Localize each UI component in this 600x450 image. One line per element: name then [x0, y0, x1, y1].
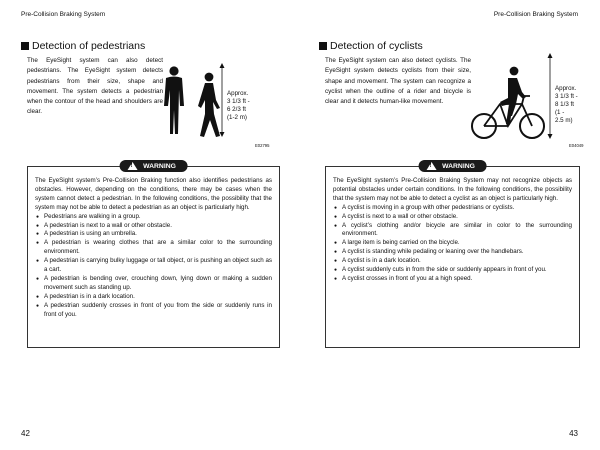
warning-label: WARNING: [442, 162, 475, 170]
approx-height-label: Approx. 3 1/3 ft - 8 1/3 ft (1 - 2.5 m): [555, 85, 578, 124]
warning-paragraph: The EyeSight system’s Pre-Collision Braking function also identifies pedestrians as obstacles. However, depending on the conditions, there may be cases when the system cannot detect a pedestrian. In the following conditions, the possibility that the system may not be able to detect a pedestrian as an object is particularly high.: [35, 177, 272, 211]
section-title-cyclists: [319, 40, 423, 52]
warning-badge: [418, 160, 487, 172]
pedestrian-figure: [162, 62, 282, 150]
square-bullet-icon: [319, 42, 327, 50]
list-item: ● A pedestrian is using an umbrella.: [35, 230, 272, 239]
list-item: ● A pedestrian is next to a wall or other obstacle.: [35, 222, 272, 231]
list-item: ● A cyclist’s clothing and/or bicycle are similar in color to the surrounding environment.: [333, 222, 572, 240]
figure-code: E02795: [255, 143, 270, 148]
list-item: ● A cyclist is next to a wall or other obstacle.: [333, 213, 572, 222]
page-number: 43: [569, 429, 578, 438]
list-item: ● A large item is being carried on the bicycle.: [333, 239, 572, 248]
list-item: ● A cyclist suddenly cuts in from the side or suddenly appears in front of you.: [333, 266, 572, 275]
list-item: ● A cyclist is in a dark location.: [333, 257, 572, 266]
list-item: ● A pedestrian is carrying bulky luggage or tall object, or is pushing an object such as a cart.: [35, 257, 272, 275]
warning-triangle-icon: [127, 162, 137, 170]
figure-code: E04049: [569, 143, 584, 148]
list-item: ● A cyclist is standing while pedaling or leaning over the handlebars.: [333, 248, 572, 257]
pedestrian-illustration-icon: [162, 62, 282, 150]
warning-list: [333, 204, 572, 284]
list-item: ● A pedestrian is bending over, crouching down, lying down or making a sudden movement such as standing up.: [35, 275, 272, 293]
intro-paragraph: The EyeSight system can also detect cyclists. The EyeSight system detects cyclists from their size, shape and movement. The system can recognize a cyclist when the outline of a rider and bicycle is clear and it detects human-like movement.: [325, 57, 471, 106]
section-title-text: Detection of pedestrians: [32, 40, 146, 52]
warning-paragraph: The EyeSight system’s Pre-Collision Braking System may not recognize objects as potential obstacles under certain conditions. In the following conditions, the possibility that the system may not be able to detect a cyclist as an object is particularly high.: [333, 177, 572, 202]
page-number: 42: [21, 429, 30, 438]
warning-label: WARNING: [143, 162, 176, 170]
list-item: ● Pedestrians are walking in a group.: [35, 213, 272, 222]
intro-paragraph: The EyeSight system can also detect pedestrians. The EyeSight system detects pedestrians from their size, shape and movement. The system detects a pedestrian when the contour of the head and shoulders are clear.: [27, 57, 163, 116]
list-item: ● A cyclist is moving in a group with other pedestrians or cyclists.: [333, 204, 572, 213]
warning-content: [35, 177, 272, 320]
running-header: Pre-Collision Braking System: [493, 11, 578, 18]
warning-badge: [119, 160, 188, 172]
cyclist-figure: [470, 52, 590, 150]
running-header: Pre-Collision Braking System: [21, 11, 106, 18]
warning-list: [35, 213, 272, 320]
warning-content: [333, 177, 572, 284]
approx-height-label: Approx. 3 1/3 ft - 6 2/3 ft (1-2 m): [227, 90, 250, 121]
warning-triangle-icon: [426, 162, 436, 170]
warning-box: [27, 162, 280, 348]
list-item: ● A cyclist crosses in front of you at a high speed.: [333, 275, 572, 284]
right-page: [300, 0, 600, 450]
list-item: ● A pedestrian is in a dark location.: [35, 293, 272, 302]
warning-box: [325, 162, 580, 348]
section-title-pedestrians: [21, 40, 145, 52]
section-title-text: Detection of cyclists: [330, 40, 423, 52]
list-item: ● A pedestrian is wearing clothes that are a similar color to the surrounding environment.: [35, 239, 272, 257]
square-bullet-icon: [21, 42, 29, 50]
list-item: ● A pedestrian suddenly crosses in front of you from the side or suddenly runs in front of you.: [35, 302, 272, 320]
